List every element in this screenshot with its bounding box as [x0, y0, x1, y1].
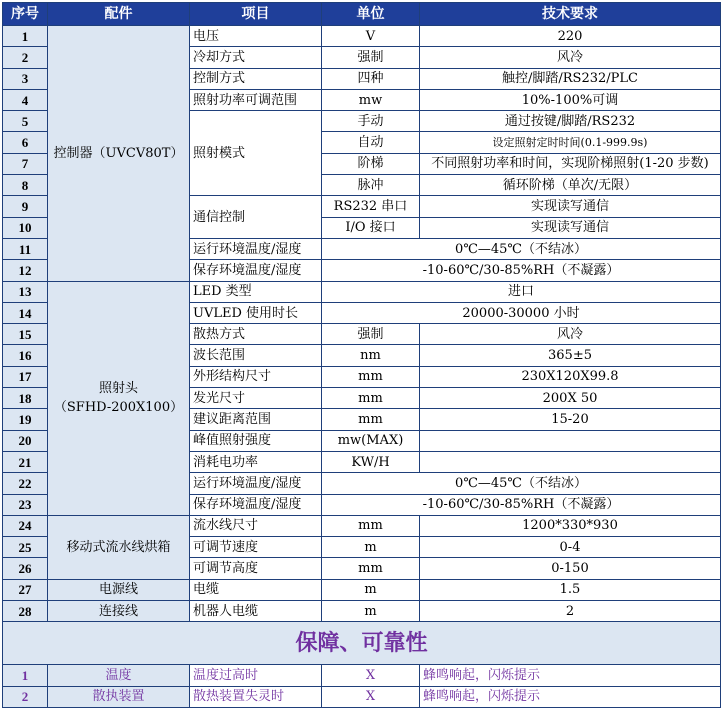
- unit-cell: I/O 接口: [322, 217, 420, 238]
- row-number: 17: [3, 366, 48, 387]
- unit-cell: 手动: [322, 111, 420, 132]
- row-number: 26: [3, 558, 48, 579]
- component-name: 照射头: [98, 381, 138, 397]
- row-number: 12: [3, 260, 48, 281]
- item-cell: 电压: [190, 26, 322, 47]
- component-irradiation-head: [48, 281, 190, 515]
- item-cell: 外形结构尺寸: [190, 366, 322, 387]
- item-cell: 运行环境温度/湿度: [190, 238, 322, 259]
- row-number: 2: [3, 686, 48, 707]
- unit-cell: mm: [322, 558, 420, 579]
- section-row: [3, 622, 721, 665]
- unit-cell: KW/H: [322, 451, 420, 472]
- requirement-cell: 230X120X99.8: [420, 366, 721, 387]
- requirement-cell: [420, 430, 721, 451]
- item-cell: 电缆: [190, 579, 322, 600]
- row-number: 1: [3, 665, 48, 686]
- row-number: 6: [3, 132, 48, 153]
- header-unit: 单位: [322, 3, 420, 26]
- component-controller: 控制器（UVCV80T）: [48, 26, 190, 282]
- table-row: [3, 579, 721, 600]
- unit-cell: mw(MAX): [322, 430, 420, 451]
- row-number: 20: [3, 430, 48, 451]
- row-number: 13: [3, 281, 48, 302]
- row-number: 2: [3, 47, 48, 68]
- item-cell: LED 类型: [190, 281, 322, 302]
- requirement-cell: 365±5: [420, 345, 721, 366]
- item-cell: 控制方式: [190, 68, 322, 89]
- item-cell: 流水线尺寸: [190, 515, 322, 536]
- table-row: [3, 281, 721, 302]
- row-number: 14: [3, 302, 48, 323]
- unit-cell: X: [322, 686, 420, 707]
- table-row: [3, 515, 721, 536]
- table-row: [3, 686, 721, 707]
- requirement-cell: 0℃—45℃（不结冰）: [322, 238, 721, 259]
- item-cell: 冷却方式: [190, 47, 322, 68]
- table-row: [3, 601, 721, 622]
- row-number: 25: [3, 537, 48, 558]
- row-number: 16: [3, 345, 48, 366]
- item-irradiation-mode: 照射模式: [190, 111, 322, 196]
- item-cell: UVLED 使用时长: [190, 302, 322, 323]
- item-cell: 建议距离范围: [190, 409, 322, 430]
- unit-cell: mm: [322, 366, 420, 387]
- item-cell: 散热方式: [190, 324, 322, 345]
- requirement-cell: 触控/脚踏/RS232/PLC: [420, 68, 721, 89]
- item-cell: 温度过高时: [190, 665, 322, 686]
- requirement-cell: 0-4: [420, 537, 721, 558]
- requirement-cell: 20000-30000 小时: [322, 302, 721, 323]
- row-number: 22: [3, 473, 48, 494]
- row-number: 4: [3, 89, 48, 110]
- requirement-cell: 200X 50: [420, 388, 721, 409]
- unit-cell: 强制: [322, 324, 420, 345]
- requirement-cell: 通过按键/脚踏/RS232: [420, 111, 721, 132]
- header-part: 配件: [48, 3, 190, 26]
- item-cell: 峰值照射强度: [190, 430, 322, 451]
- component-connection-cable: 连接线: [48, 601, 190, 622]
- item-cell: 可调节高度: [190, 558, 322, 579]
- header-no: 序号: [3, 3, 48, 26]
- requirement-cell: 蜂鸣响起，闪烁提示: [420, 665, 721, 686]
- requirement-cell: 10%-100%可调: [420, 89, 721, 110]
- protection-part: 散执装置: [48, 686, 190, 707]
- unit-cell: m: [322, 579, 420, 600]
- row-number: 5: [3, 111, 48, 132]
- table-row: [3, 665, 721, 686]
- unit-cell: m: [322, 601, 420, 622]
- requirement-cell: 1.5: [420, 579, 721, 600]
- unit-cell: RS232 串口: [322, 196, 420, 217]
- requirement-cell: 实现读写通信: [420, 217, 721, 238]
- component-power-cable: 电源线: [48, 579, 190, 600]
- component-model: （SFHD-200X100）: [53, 400, 184, 416]
- requirement-cell: 15-20: [420, 409, 721, 430]
- item-cell: 保存环境温度/湿度: [190, 260, 322, 281]
- unit-cell: V: [322, 26, 420, 47]
- row-number: 8: [3, 175, 48, 196]
- requirement-cell: 蜂鸣响起，闪烁提示: [420, 686, 721, 707]
- protection-part: 温度: [48, 665, 190, 686]
- component-oven: 移动式流水线烘箱: [48, 515, 190, 579]
- unit-cell: mw: [322, 89, 420, 110]
- unit-cell: 阶梯: [322, 153, 420, 174]
- item-cell: 保存环境温度/湿度: [190, 494, 322, 515]
- requirement-cell: 风冷: [420, 324, 721, 345]
- item-cell: 照射功率可调范围: [190, 89, 322, 110]
- requirement-cell: -10-60℃/30-85%RH（不凝露）: [322, 260, 721, 281]
- requirement-cell: 2: [420, 601, 721, 622]
- item-cell: 运行环境温度/湿度: [190, 473, 322, 494]
- spec-table: [2, 2, 721, 708]
- row-number: 28: [3, 601, 48, 622]
- row-number: 7: [3, 153, 48, 174]
- requirement-cell: 不同照射功率和时间，实现阶梯照射(1-20 步数): [420, 153, 721, 174]
- item-cell: 散热装置失灵时: [190, 686, 322, 707]
- row-number: 21: [3, 451, 48, 472]
- requirement-cell: 进口: [322, 281, 721, 302]
- header-item: 项目: [190, 3, 322, 26]
- unit-cell: 脉冲: [322, 175, 420, 196]
- row-number: 27: [3, 579, 48, 600]
- requirement-cell: 220: [420, 26, 721, 47]
- row-number: 11: [3, 238, 48, 259]
- unit-cell: m: [322, 537, 420, 558]
- table-row: [3, 26, 721, 47]
- unit-cell: 自动: [322, 132, 420, 153]
- unit-cell: X: [322, 665, 420, 686]
- row-number: 18: [3, 388, 48, 409]
- item-cell: 机器人电缆: [190, 601, 322, 622]
- header-requirement: 技术要求: [420, 3, 721, 26]
- row-number: 10: [3, 217, 48, 238]
- header-row: [3, 3, 721, 26]
- row-number: 23: [3, 494, 48, 515]
- row-number: 15: [3, 324, 48, 345]
- item-cell: 发光尺寸: [190, 388, 322, 409]
- unit-cell: mm: [322, 409, 420, 430]
- unit-cell: 四种: [322, 68, 420, 89]
- item-cell: 消耗电功率: [190, 451, 322, 472]
- item-cell: 波长范围: [190, 345, 322, 366]
- unit-cell: mm: [322, 515, 420, 536]
- unit-cell: nm: [322, 345, 420, 366]
- item-communication-control: 通信控制: [190, 196, 322, 239]
- requirement-cell: [420, 451, 721, 472]
- requirement-cell: -10-60℃/30-85%RH（不凝露）: [322, 494, 721, 515]
- row-number: 3: [3, 68, 48, 89]
- requirement-cell: 风冷: [420, 47, 721, 68]
- row-number: 24: [3, 515, 48, 536]
- requirement-cell: 循环阶梯（单次/无限）: [420, 175, 721, 196]
- section-title: 保障、可靠性: [3, 622, 721, 665]
- unit-cell: 强制: [322, 47, 420, 68]
- requirement-cell: 1200*330*930: [420, 515, 721, 536]
- unit-cell: mm: [322, 388, 420, 409]
- row-number: 9: [3, 196, 48, 217]
- requirement-cell: 设定照射定时时间(0.1-999.9s): [420, 132, 721, 153]
- requirement-cell: 0-150: [420, 558, 721, 579]
- row-number: 1: [3, 26, 48, 47]
- requirement-cell: 实现读写通信: [420, 196, 721, 217]
- item-cell: 可调节速度: [190, 537, 322, 558]
- requirement-cell: 0℃—45℃（不结冰）: [322, 473, 721, 494]
- row-number: 19: [3, 409, 48, 430]
